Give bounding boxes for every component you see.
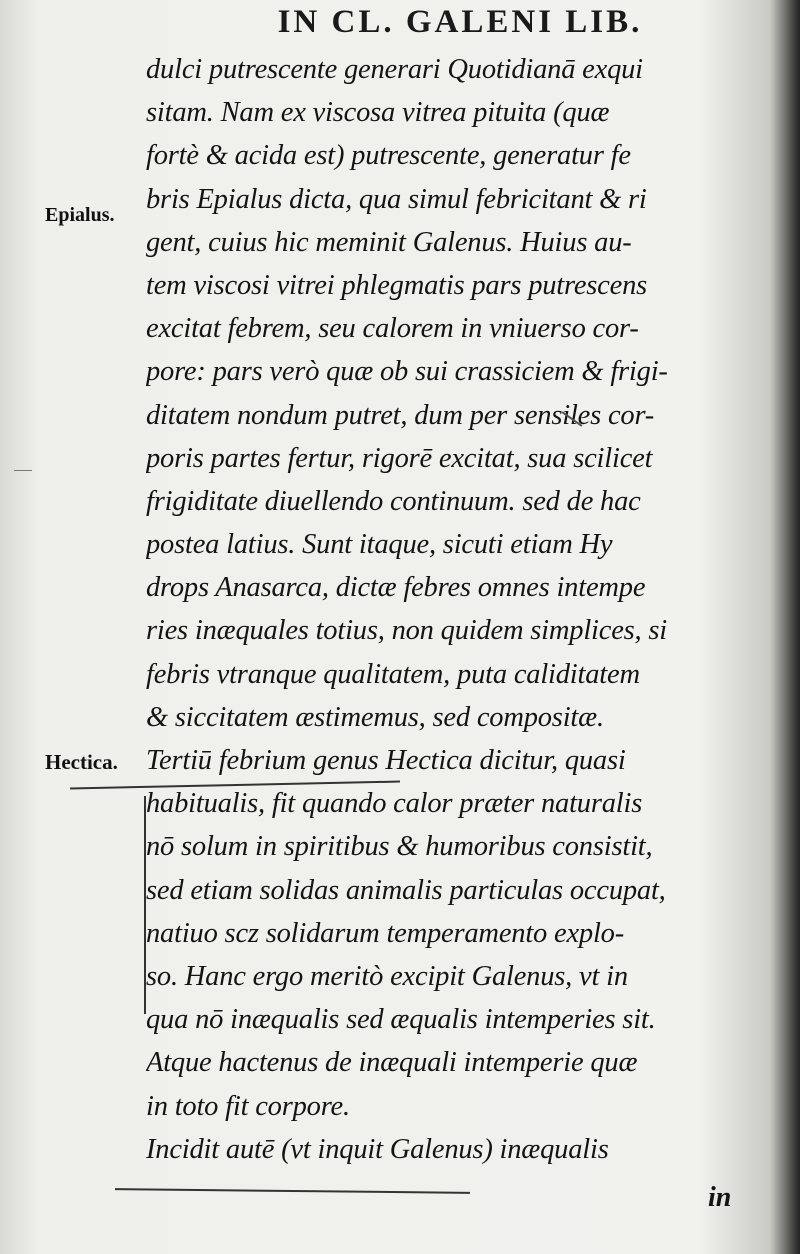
text-line: so. Hanc ergo meritò excipit Galenus, vt in (146, 960, 628, 992)
running-head: IN CL. GALENI LIB. (277, 4, 643, 40)
margin-note-hectica: Hectica. (45, 750, 118, 774)
text-line: Incidit autē (vt inquit Galenus) inæqualis (146, 1133, 609, 1165)
text-line: gent, cuius hic meminit Galenus. Huius au- (146, 226, 632, 258)
text-line: Atque hactenus de inæquali intemperie quæ (146, 1047, 638, 1079)
text-line: frigiditate diuellendo continuum. sed de hac (146, 485, 641, 517)
body-text (146, 48, 746, 1171)
margin-note-epialus: Epialus. (45, 204, 115, 226)
text-line: dulci putrescente generari Quotidianā exqui (146, 54, 643, 85)
text-line: bris Epialus dicta, qua simul febricitant & ri (146, 183, 647, 215)
text-line: natiuo scz solidarum temperamento explo- (146, 917, 625, 949)
text-line: habitualis, fit quando calor præter naturalis (146, 788, 643, 820)
pencil-mark (14, 470, 32, 471)
text-line: ditatem nondum putret, dum per sensiles cor- (146, 399, 655, 431)
ink-margin-bracket (144, 796, 154, 1014)
text-line: Tertiū febrium genus Hectica dicitur, quasi (146, 745, 626, 776)
ink-underline (115, 1188, 470, 1194)
text-line: fortè & acida est) putrescente, generatur fe (146, 140, 631, 172)
catchword: in (708, 1182, 732, 1213)
text-line: excitat febrem, seu calorem in vniuerso cor- (146, 313, 639, 345)
text-line: pore: pars verò quæ ob sui crassiciem & frigi- (146, 356, 668, 388)
text-line: qua nō inæqualis sed æqualis intemperies sit. (146, 1004, 656, 1036)
text-line: postea latius. Sunt itaque, sicuti etiam Hy (146, 529, 613, 561)
text-line: nō solum in spiritibus & humoribus consistit, (146, 831, 653, 863)
text-line: tem viscosi vitrei phlegmatis pars putrescens (146, 269, 648, 301)
text-line: in toto fit corpore. (146, 1090, 350, 1122)
text-line: drops Anasarca, dictæ febres omnes intempe (146, 572, 646, 604)
text-line: poris partes fertur, rigorē excitat, sua scilicet (146, 442, 653, 474)
text-line: & siccitatem æstimemus, sed compositæ. (146, 701, 604, 733)
text-line: febris vtranque qualitatem, puta caliditatem (146, 658, 640, 690)
text-line: sitam. Nam ex viscosa vitrea pituita (quæ (146, 97, 610, 129)
text-line: sed etiam solidas animalis particulas occupat, (146, 874, 666, 906)
text-line: ries inæquales totius, non quidem simplices, si (146, 615, 668, 647)
